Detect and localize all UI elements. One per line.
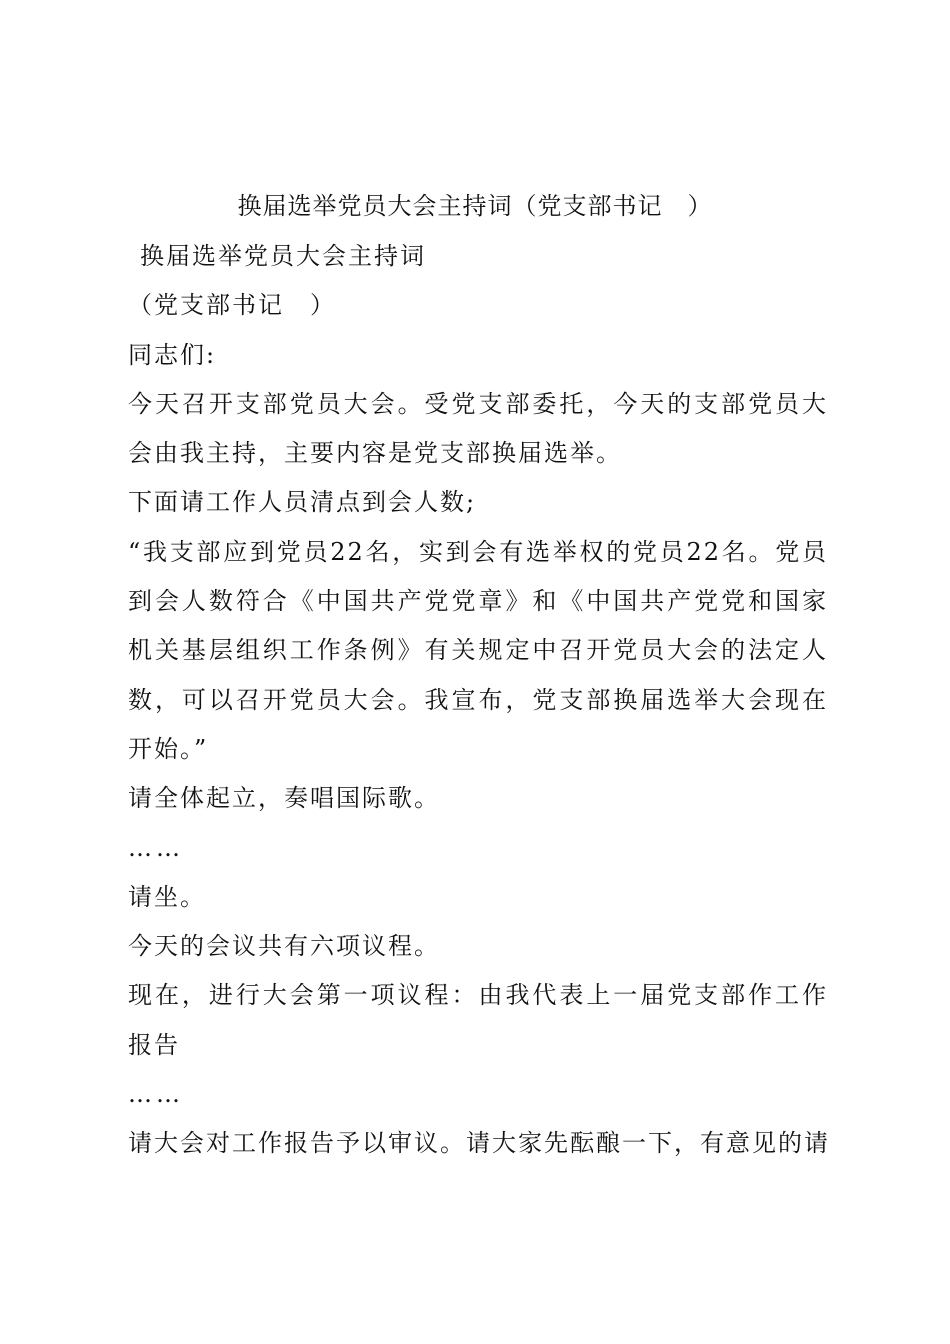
paragraph-quorum-quote: “我支部应到党员22名，实到会有选举权的党员22名。党员到会人数符合《中国共产党党章》和《中国共产党党和国家机关基层组织工作条例》有关规定中召开党员大会的法定人数，可以召开党员大会。我宣布，党支部换届选举大会现在开始。” [128, 537, 828, 763]
subtitle: 换届选举党员大会主持词 [140, 242, 426, 270]
paragraph-review-report: 请大会对工作报告予以审议。请大家先酝酿一下，有意见的请 [128, 1129, 830, 1158]
paragraph-be-seated: 请坐。 [128, 882, 206, 911]
ellipsis-2: …… [128, 1080, 184, 1109]
document-body [128, 232, 828, 1169]
document-title: 换届选举党员大会主持词（党支部书记 ） [237, 192, 713, 220]
role-line: （党支部书记 ） [128, 291, 336, 320]
ellipsis-1: …… [128, 833, 184, 862]
salutation: 同志们: [128, 340, 217, 369]
paragraph-headcount: 下面请工作人员清点到会人数; [128, 488, 477, 517]
paragraph-anthem: 请全体起立，奏唱国际歌。 [128, 784, 440, 813]
paragraph-opening: 今天召开支部党员大会。受党支部委托，今天的支部党员大会由我主持，主要内容是党支部换届选举。 [128, 389, 828, 468]
paragraph-agenda-item-1: 现在，进行大会第一项议程：由我代表上一届党支部作工作报告 [128, 981, 828, 1059]
paragraph-agenda-count: 今天的会议共有六项议程。 [128, 932, 440, 961]
